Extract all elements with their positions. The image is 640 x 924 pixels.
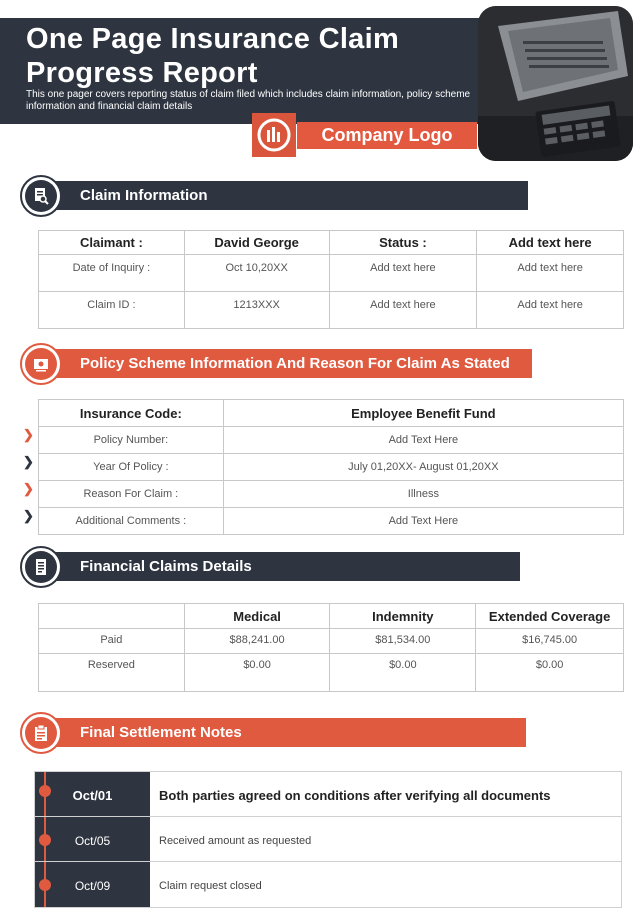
timeline-row — [35, 772, 621, 817]
table-header-cell: Indemnity — [330, 604, 476, 629]
table-header-cell: Extended Coverage — [476, 604, 624, 629]
table-header-cell — [39, 604, 185, 629]
timeline-row — [35, 817, 621, 862]
table-cell: $88,241.00 — [184, 629, 330, 654]
table-cell: Reserved — [39, 654, 185, 692]
table-cell: Add text here — [477, 255, 624, 292]
money-stack-icon — [25, 348, 57, 380]
table-cell: Illness — [223, 481, 623, 508]
table-cell: Year Of Policy : — [39, 454, 224, 481]
financial-badge — [20, 546, 62, 588]
clipboard-icon — [25, 717, 57, 749]
table-cell: Add Text Here — [223, 427, 623, 454]
table-cell: Add text here — [329, 292, 477, 329]
settlement-heading: Final Settlement Notes — [40, 718, 526, 747]
table-cell: Date of Inquiry : — [39, 255, 185, 292]
table-header-row — [39, 400, 624, 427]
table-header-cell: David George — [184, 231, 329, 255]
timeline-date: Oct/05 — [74, 834, 111, 848]
claim-info-badge — [20, 175, 62, 217]
table-cell: Paid — [39, 629, 185, 654]
table-cell: Additional Comments : — [39, 508, 224, 535]
table-cell: Policy Number: — [39, 427, 224, 454]
company-logo-label: Company Logo — [297, 122, 477, 149]
table-header-cell: Insurance Code: — [39, 400, 224, 427]
chevron-right-icon: ❯ — [23, 454, 34, 469]
table-row — [39, 629, 624, 654]
table-cell: $0.00 — [184, 654, 330, 692]
table-cell: Add Text Here — [223, 508, 623, 535]
table-cell: $16,745.00 — [476, 629, 624, 654]
financial-heading: Financial Claims Details — [40, 552, 520, 581]
table-header-cell: Claimant : — [39, 231, 185, 255]
table-cell: July 01,20XX- August 01,20XX — [223, 454, 623, 481]
chevron-right-icon: ❯ — [23, 481, 34, 496]
policy-table — [38, 399, 624, 535]
claim-info-table — [38, 230, 624, 329]
chevron-right-icon: ❯ — [23, 508, 34, 523]
timeline-dot — [39, 879, 51, 891]
table-row — [39, 454, 624, 481]
invoice-icon — [25, 551, 57, 583]
table-header-cell: Status : — [329, 231, 477, 255]
table-row — [39, 427, 624, 454]
policy-heading: Policy Scheme Information And Reason For Claim As Stated — [40, 349, 532, 378]
timeline-note: Both parties agreed on conditions after verifying all documents — [159, 788, 551, 803]
table-cell: Oct 10,20XX — [184, 255, 329, 292]
timeline-date: Oct/09 — [74, 879, 111, 893]
settlement-timeline — [34, 771, 622, 908]
chevron-right-icon: ❯ — [23, 427, 34, 442]
timeline-note: Received amount as requested — [159, 835, 312, 847]
table-header-row — [39, 231, 624, 255]
table-header-cell: Add text here — [477, 231, 624, 255]
financial-table — [38, 603, 624, 692]
timeline-dot — [39, 785, 51, 797]
table-header-row — [39, 604, 624, 629]
table-cell: Add text here — [477, 292, 624, 329]
table-header-cell: Employee Benefit Fund — [223, 400, 623, 427]
claim-info-heading: Claim Information — [40, 181, 528, 210]
table-cell: $0.00 — [330, 654, 476, 692]
table-cell: $0.00 — [476, 654, 624, 692]
table-row — [39, 654, 624, 692]
table-row — [39, 481, 624, 508]
table-cell: Reason For Claim : — [39, 481, 224, 508]
table-cell: $81,534.00 — [330, 629, 476, 654]
company-logo-icon — [252, 113, 296, 157]
table-cell: Add text here — [329, 255, 477, 292]
table-row — [39, 255, 624, 292]
table-cell: 1213XXX — [184, 292, 329, 329]
timeline-row — [35, 862, 621, 907]
table-cell: Claim ID : — [39, 292, 185, 329]
settlement-badge — [20, 712, 62, 754]
timeline-note: Claim request closed — [159, 880, 262, 892]
laptop-photo — [478, 6, 633, 161]
table-row — [39, 508, 624, 535]
policy-badge — [20, 343, 62, 385]
table-header-cell: Medical — [184, 604, 330, 629]
page-title: One Page Insurance Claim Progress Report — [26, 23, 400, 89]
timeline-date: Oct/01 — [72, 788, 113, 803]
search-document-icon — [25, 180, 57, 212]
table-row — [39, 292, 624, 329]
timeline-dot — [39, 834, 51, 846]
page-subtitle: This one pager covers reporting status of claim filed which includes claim information, policy scheme information and financial claim details — [26, 89, 471, 112]
